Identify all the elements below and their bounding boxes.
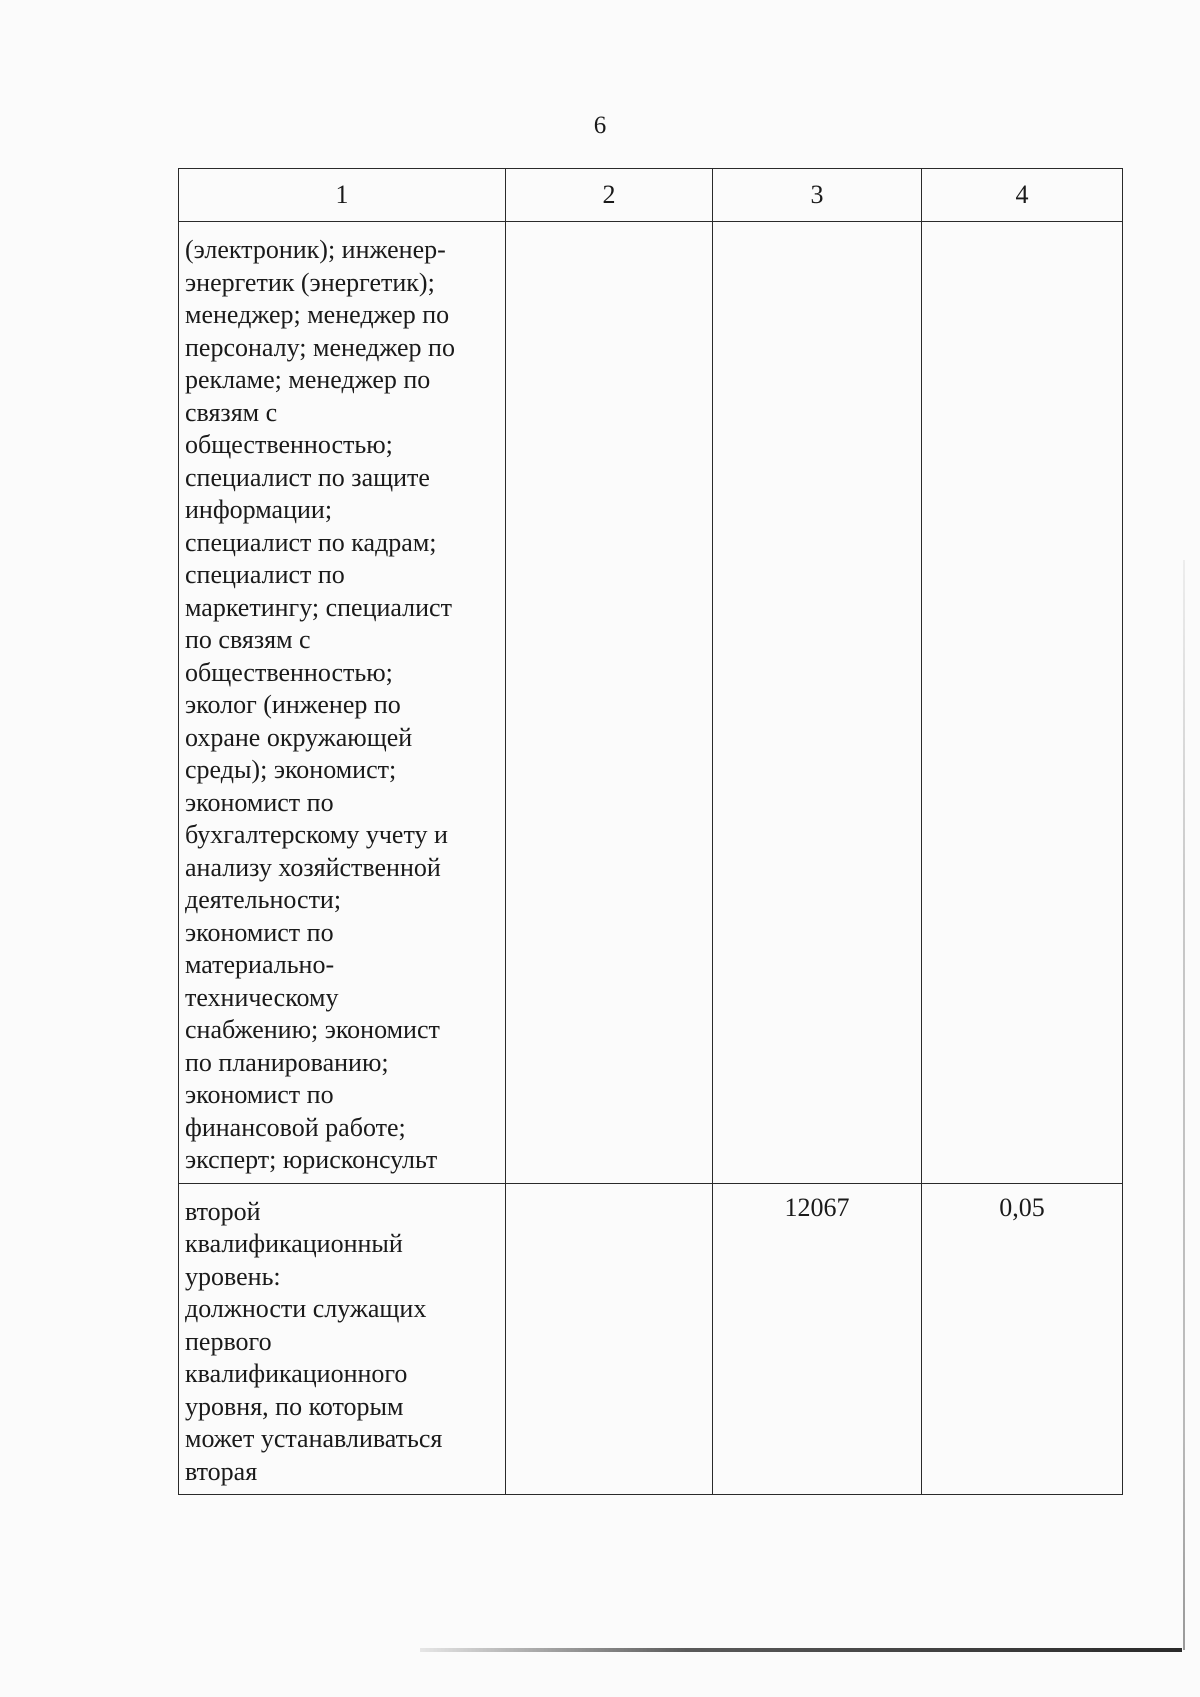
cell-text-line: вторая xyxy=(185,1456,258,1486)
cell-text-line: снабжению; экономист xyxy=(185,1015,440,1044)
cell-text-line: связям с xyxy=(185,397,278,427)
cell-text-line: (электроник); инженер- xyxy=(185,235,446,264)
salary-value-cell: 12067 xyxy=(713,1183,922,1495)
salary-table xyxy=(178,168,1123,1495)
cell-text-line: уровня, по которым xyxy=(185,1391,404,1421)
cell-text-line: экономист по xyxy=(185,1080,334,1109)
column-2-cell xyxy=(506,1183,713,1495)
cell-text-line: среды); экономист; xyxy=(185,755,397,784)
cell-text-line: менеджер; менеджер по xyxy=(185,300,450,329)
scan-edge-horizontal xyxy=(420,1648,1182,1652)
cell-text-line: экономист по xyxy=(185,917,334,947)
cell-text-line: рекламе; менеджер по xyxy=(185,365,431,394)
column-header-2: 2 xyxy=(506,169,713,222)
cell-text-line: может устанавливаться xyxy=(185,1424,443,1453)
cell-text-line: охране окружающей xyxy=(185,722,413,752)
column-3-cell xyxy=(713,222,922,1184)
cell-text-line: экономист по xyxy=(185,787,334,817)
cell-text-line: уровень: xyxy=(185,1261,281,1291)
qualification-level-cell xyxy=(179,1183,506,1495)
position-list-cell xyxy=(179,222,506,1184)
column-header-4: 4 xyxy=(922,169,1123,222)
column-header-1: 1 xyxy=(179,169,506,222)
column-header-3: 3 xyxy=(713,169,922,222)
cell-text-line: персоналу; менеджер по xyxy=(185,332,455,362)
column-2-cell xyxy=(506,222,713,1184)
coefficient-value-cell: 0,05 xyxy=(922,1183,1123,1495)
cell-text-line: общественностью; xyxy=(185,430,393,459)
cell-text-line: по связям с xyxy=(185,625,311,654)
cell-text-line: специалист по xyxy=(185,560,345,589)
cell-text-line: эксперт; юрисконсульт xyxy=(185,1145,438,1174)
table-header-row xyxy=(179,169,1123,222)
cell-text-line: маркетингу; специалист xyxy=(185,592,452,622)
table-row xyxy=(179,1183,1123,1495)
cell-text-line: информации; xyxy=(185,495,333,524)
cell-text-line: финансовой работе; xyxy=(185,1112,406,1142)
cell-text-line: квалификационного xyxy=(185,1359,408,1388)
cell-text-line: специалист по кадрам; xyxy=(185,527,437,557)
cell-text-line: по планированию; xyxy=(185,1047,389,1077)
cell-text-line: анализу хозяйственной xyxy=(185,852,441,882)
cell-text-line: квалификационный xyxy=(185,1229,403,1258)
cell-text-line: бухгалтерскому учету и xyxy=(185,820,448,849)
cell-text-line: эколог (инженер по xyxy=(185,690,401,719)
cell-text-line: техническому xyxy=(185,982,339,1012)
cell-text-line: специалист по защите xyxy=(185,462,430,492)
column-4-cell xyxy=(922,222,1123,1184)
cell-text-line: деятельности; xyxy=(185,885,342,914)
cell-text-line: должности служащих xyxy=(185,1294,427,1323)
cell-text-line: первого xyxy=(185,1326,272,1356)
scan-edge-vertical xyxy=(1183,560,1185,1650)
cell-text-line: второй xyxy=(185,1196,261,1226)
cell-text-line: энергетик (энергетик); xyxy=(185,267,435,297)
table-row xyxy=(179,222,1123,1184)
page-number: 6 xyxy=(593,112,607,139)
cell-text-line: материально- xyxy=(185,950,335,979)
cell-text-line: общественностью; xyxy=(185,657,393,687)
